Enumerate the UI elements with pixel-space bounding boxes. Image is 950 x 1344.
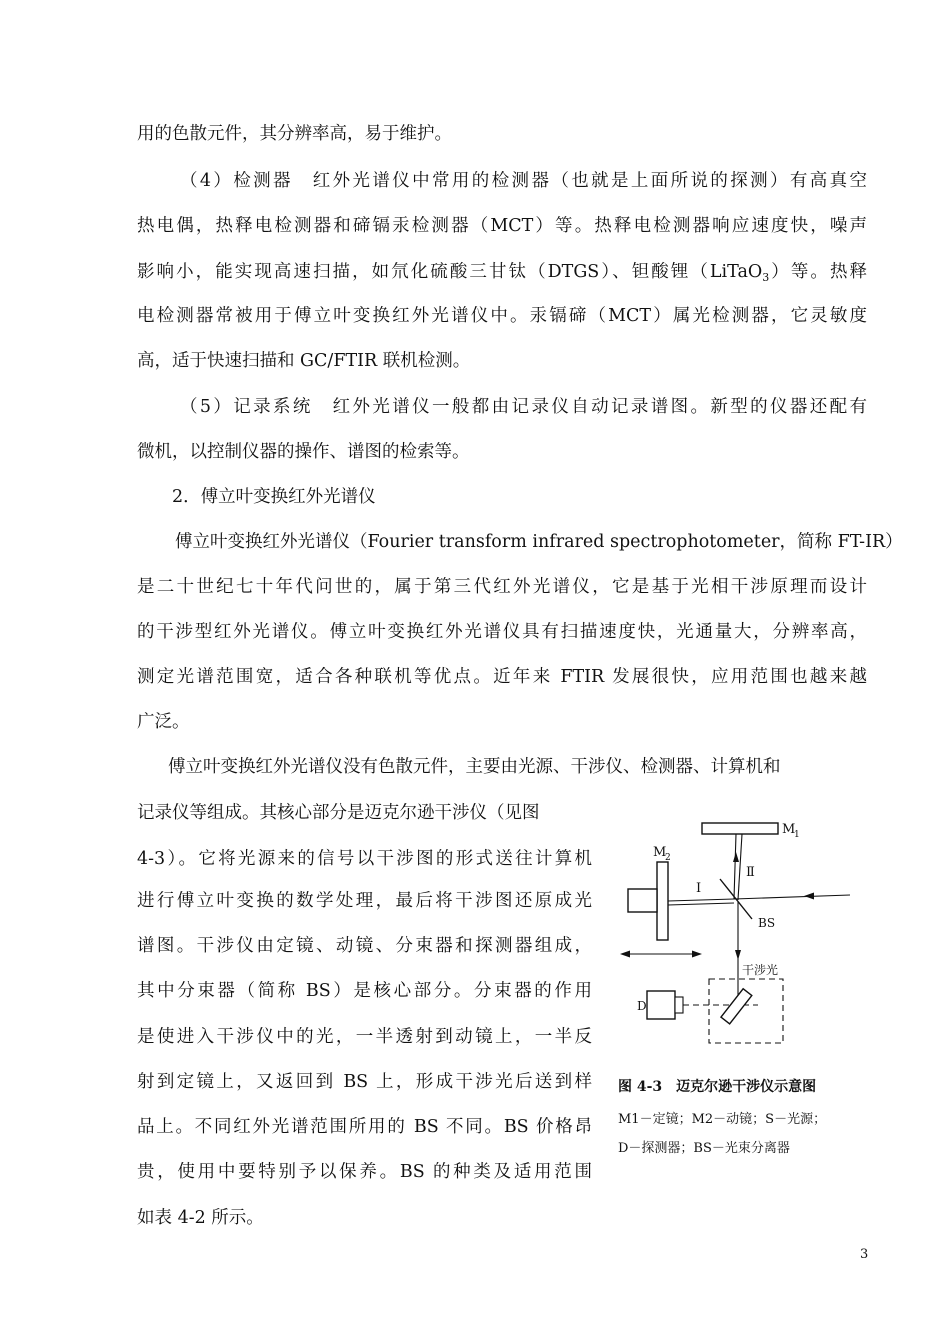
text-line: 其中分束器（简称 BS）是核心部分。分束器的作用 [137, 981, 592, 1001]
text-line: 是使进入干涉仪中的光，一半透射到动镜上，一半反 [137, 1027, 592, 1047]
text-line: 贵，使用中要特别予以保养。BS 的种类及适用范围 [137, 1162, 592, 1182]
source-beam [734, 895, 850, 899]
sample-compartment [709, 979, 783, 1043]
label-m2-sub: 2 [665, 853, 671, 863]
text-line: （5）记录系统 红外光谱仪一般都由记录仪自动记录谱图。新型的仪器还配有 [180, 397, 867, 417]
text-line: 微机，以控制仪器的操作、谱图的检索等。 [137, 442, 470, 462]
label-m1-sub: 1 [794, 830, 800, 840]
text-line: 用的色散元件，其分辨率高，易于维护。 [137, 124, 452, 144]
moving-mirror [657, 862, 668, 940]
text-line: 高，适于快速扫描和 GC/FTIR 联机检测。 [137, 351, 471, 371]
fixed-mirror [702, 823, 778, 834]
figure-caption-line: M1－定镜；M2－动镜；S－光源； [618, 1112, 827, 1127]
text-line: 射到定镜上，又返回到 BS 上，形成干涉光后送到样 [137, 1072, 592, 1092]
text-line [137, 261, 867, 289]
figure-caption-line: D－探测器；BS－光束分离器 [618, 1141, 790, 1156]
subscript: 3 [762, 271, 770, 284]
label-m1: M [782, 822, 796, 837]
sample-mirror [721, 989, 752, 1024]
text-line: 品上。不同红外光谱范围所用的 BS 不同。BS 价格昂 [137, 1117, 592, 1137]
moving-mirror-mount [628, 889, 657, 912]
label-beam-1: I [696, 881, 702, 896]
section-heading: 2．傅立叶变换红外光谱仪 [172, 487, 376, 507]
label-m2: M [653, 845, 667, 860]
text-line: 测定光谱范围宽，适合各种联机等优点。近年来 FTIR 发展很快，应用范围也越来越 [137, 667, 867, 687]
text-line: 记录仪等组成。其核心部分是迈克尔逊干涉仪（见图 [137, 803, 540, 823]
text-line: （4）检测器 红外光谱仪中常用的检测器（也就是上面所说的探测）有高真空 [180, 171, 867, 191]
text-line: 傅立叶变换红外光谱仪没有色散元件，主要由光源、干涉仪、检测器、计算机和 [168, 757, 781, 777]
text-span: 影响小，能实现高速扫描，如氘化硫酸三甘钛（DTGS）、钽酸锂（LiTaO [137, 262, 763, 282]
detector [647, 991, 675, 1019]
page-number: 3 [860, 1247, 869, 1262]
text-line: 傅立叶变换红外光谱仪（Fourier transform infrared spectrophotometer，简称 FT-IR） [175, 532, 903, 552]
label-bs: BS [758, 916, 776, 930]
text-line: 进行傅立叶变换的数学处理，最后将干涉图还原成光 [137, 891, 592, 911]
text-line: 热电偶，热释电检测器和碲镉汞检测器（MCT）等。热释电检测器响应速度快，噪声 [137, 216, 867, 236]
figure-caption-title: 图 4-3 迈克尔逊干涉仪示意图 [618, 1079, 817, 1095]
label-beam-2: Ⅱ [746, 865, 755, 880]
label-interference: 干涉光 [742, 963, 779, 977]
text-line: 的干涉型红外光谱仪。傅立叶变换红外光谱仪具有扫描速度快，光通量大，分辨率高， [137, 622, 867, 642]
text-line: 4-3）。它将光源来的信号以干涉图的形式送往计算机 [137, 849, 592, 869]
michelson-interferometer-diagram [618, 816, 853, 1050]
text-line: 如表 4-2 所示。 [137, 1208, 264, 1228]
text-line: 是二十世纪七十年代问世的，属于第三代红外光谱仪，它是基于光相干涉原理而设计 [137, 577, 867, 597]
label-detector: D [637, 999, 647, 1013]
text-line: 广泛。 [137, 712, 190, 732]
text-line: 电检测器常被用于傅立叶变换红外光谱仪中。汞镉碲（MCT）属光检测器，它灵敏度 [137, 306, 867, 326]
text-span: ）等。热释 [769, 262, 868, 282]
text-line: 谱图。干涉仪由定镜、动镜、分束器和探测器组成， [137, 936, 592, 956]
